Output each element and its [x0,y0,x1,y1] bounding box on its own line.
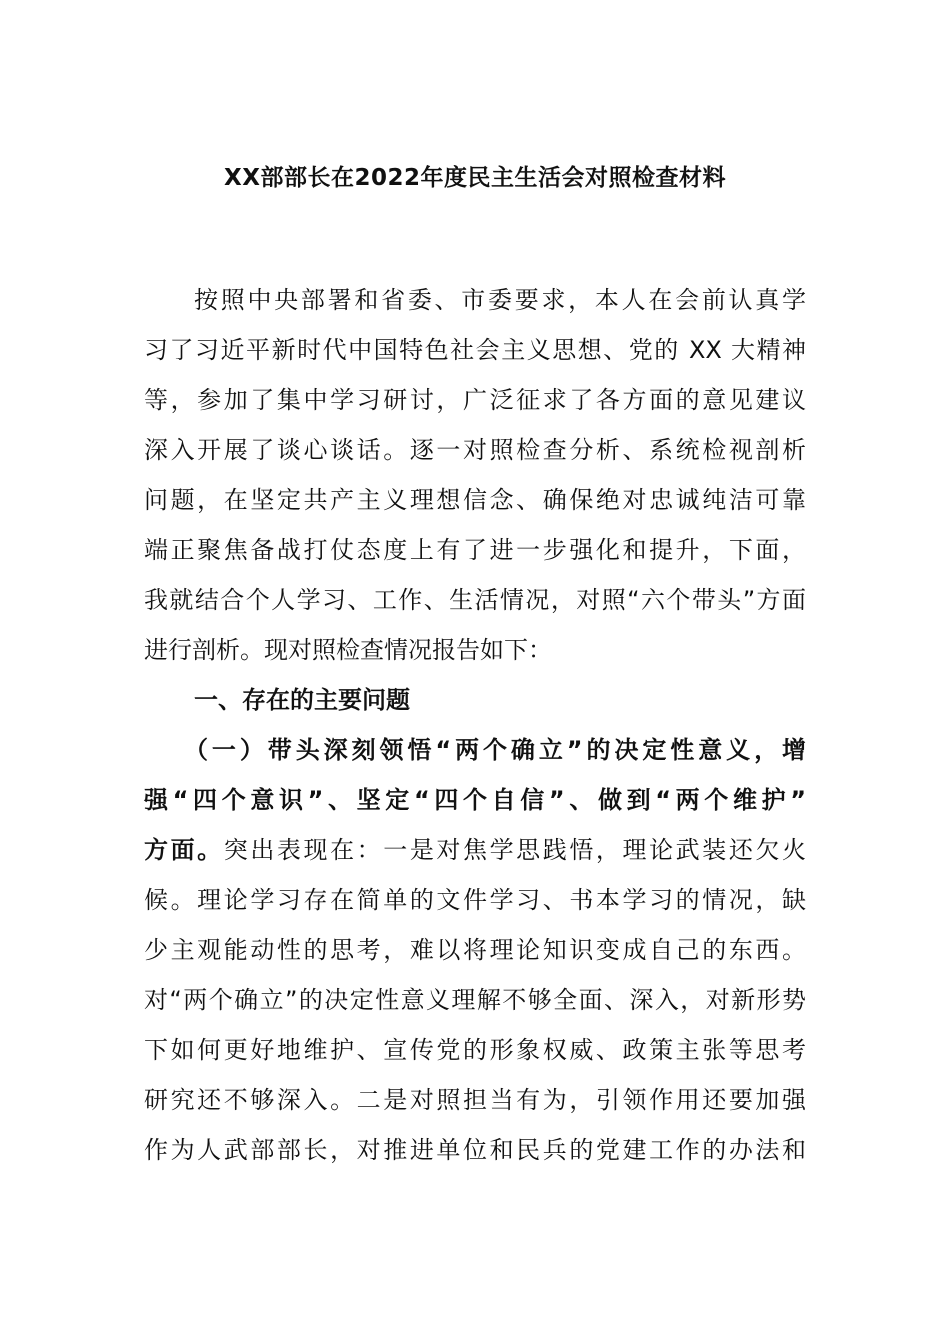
paragraph-line: 候。理论学习存在简单的文件学习、书本学习的情况，缺 [144,886,806,914]
section-heading: 一、存在的主要问题 [194,686,410,714]
paragraph-line: 按照中央部署和省委、市委要求，本人在会前认真学 [194,286,806,314]
document-title: XX部部长在2022年度民主生活会对照检查材料 [224,165,726,191]
paragraph-line: 深入开展了谈心谈话。逐一对照检查分析、系统检视剖析 [144,436,806,464]
paragraph-line: 我就结合个人学习、工作、生活情况，对照“六个带头”方面 [144,586,806,614]
paragraph-line: 问题，在坚定共产主义理想信念、确保绝对忠诚纯洁可靠 [144,486,806,514]
paragraph-line: 研究还不够深入。二是对照担当有为，引领作用还要加强 [144,1086,806,1114]
paragraph-line: 等，参加了集中学习研讨，广泛征求了各方面的意见建议 [144,386,806,414]
paragraph-line: 端正聚焦备战打仗态度上有了进一步强化和提升，下面， [144,536,806,564]
paragraph-line: 习了习近平新时代中国特色社会主义思想、党的 XX 大精神 [144,336,806,364]
paragraph-line: 下如何更好地维护、宣传党的形象权威、政策主张等思考 [144,1036,806,1064]
subsection-heading-tail: 方面。 [144,836,224,864]
paragraph-text: 突出表现在：一是对焦学思践悟，理论武装还欠火 [223,836,806,864]
paragraph-line: 作为人武部部长，对推进单位和民兵的党建工作的办法和 [144,1136,806,1164]
subsection-heading-line: 强“四个意识”、坚定“四个自信”、做到“两个维护” [144,786,806,814]
paragraph-line: 进行剖析。现对照检查情况报告如下： [144,636,552,664]
subsection-heading-line: （一）带头深刻领悟“两个确立”的决定性意义，增 [184,736,806,764]
paragraph-line-mixed [144,825,806,875]
paragraph-line: 少主观能动性的思考，难以将理论知识变成自己的东西。 [144,936,806,964]
paragraph-line: 对“两个确立”的决定性意义理解不够全面、深入，对新形势 [144,986,806,1014]
